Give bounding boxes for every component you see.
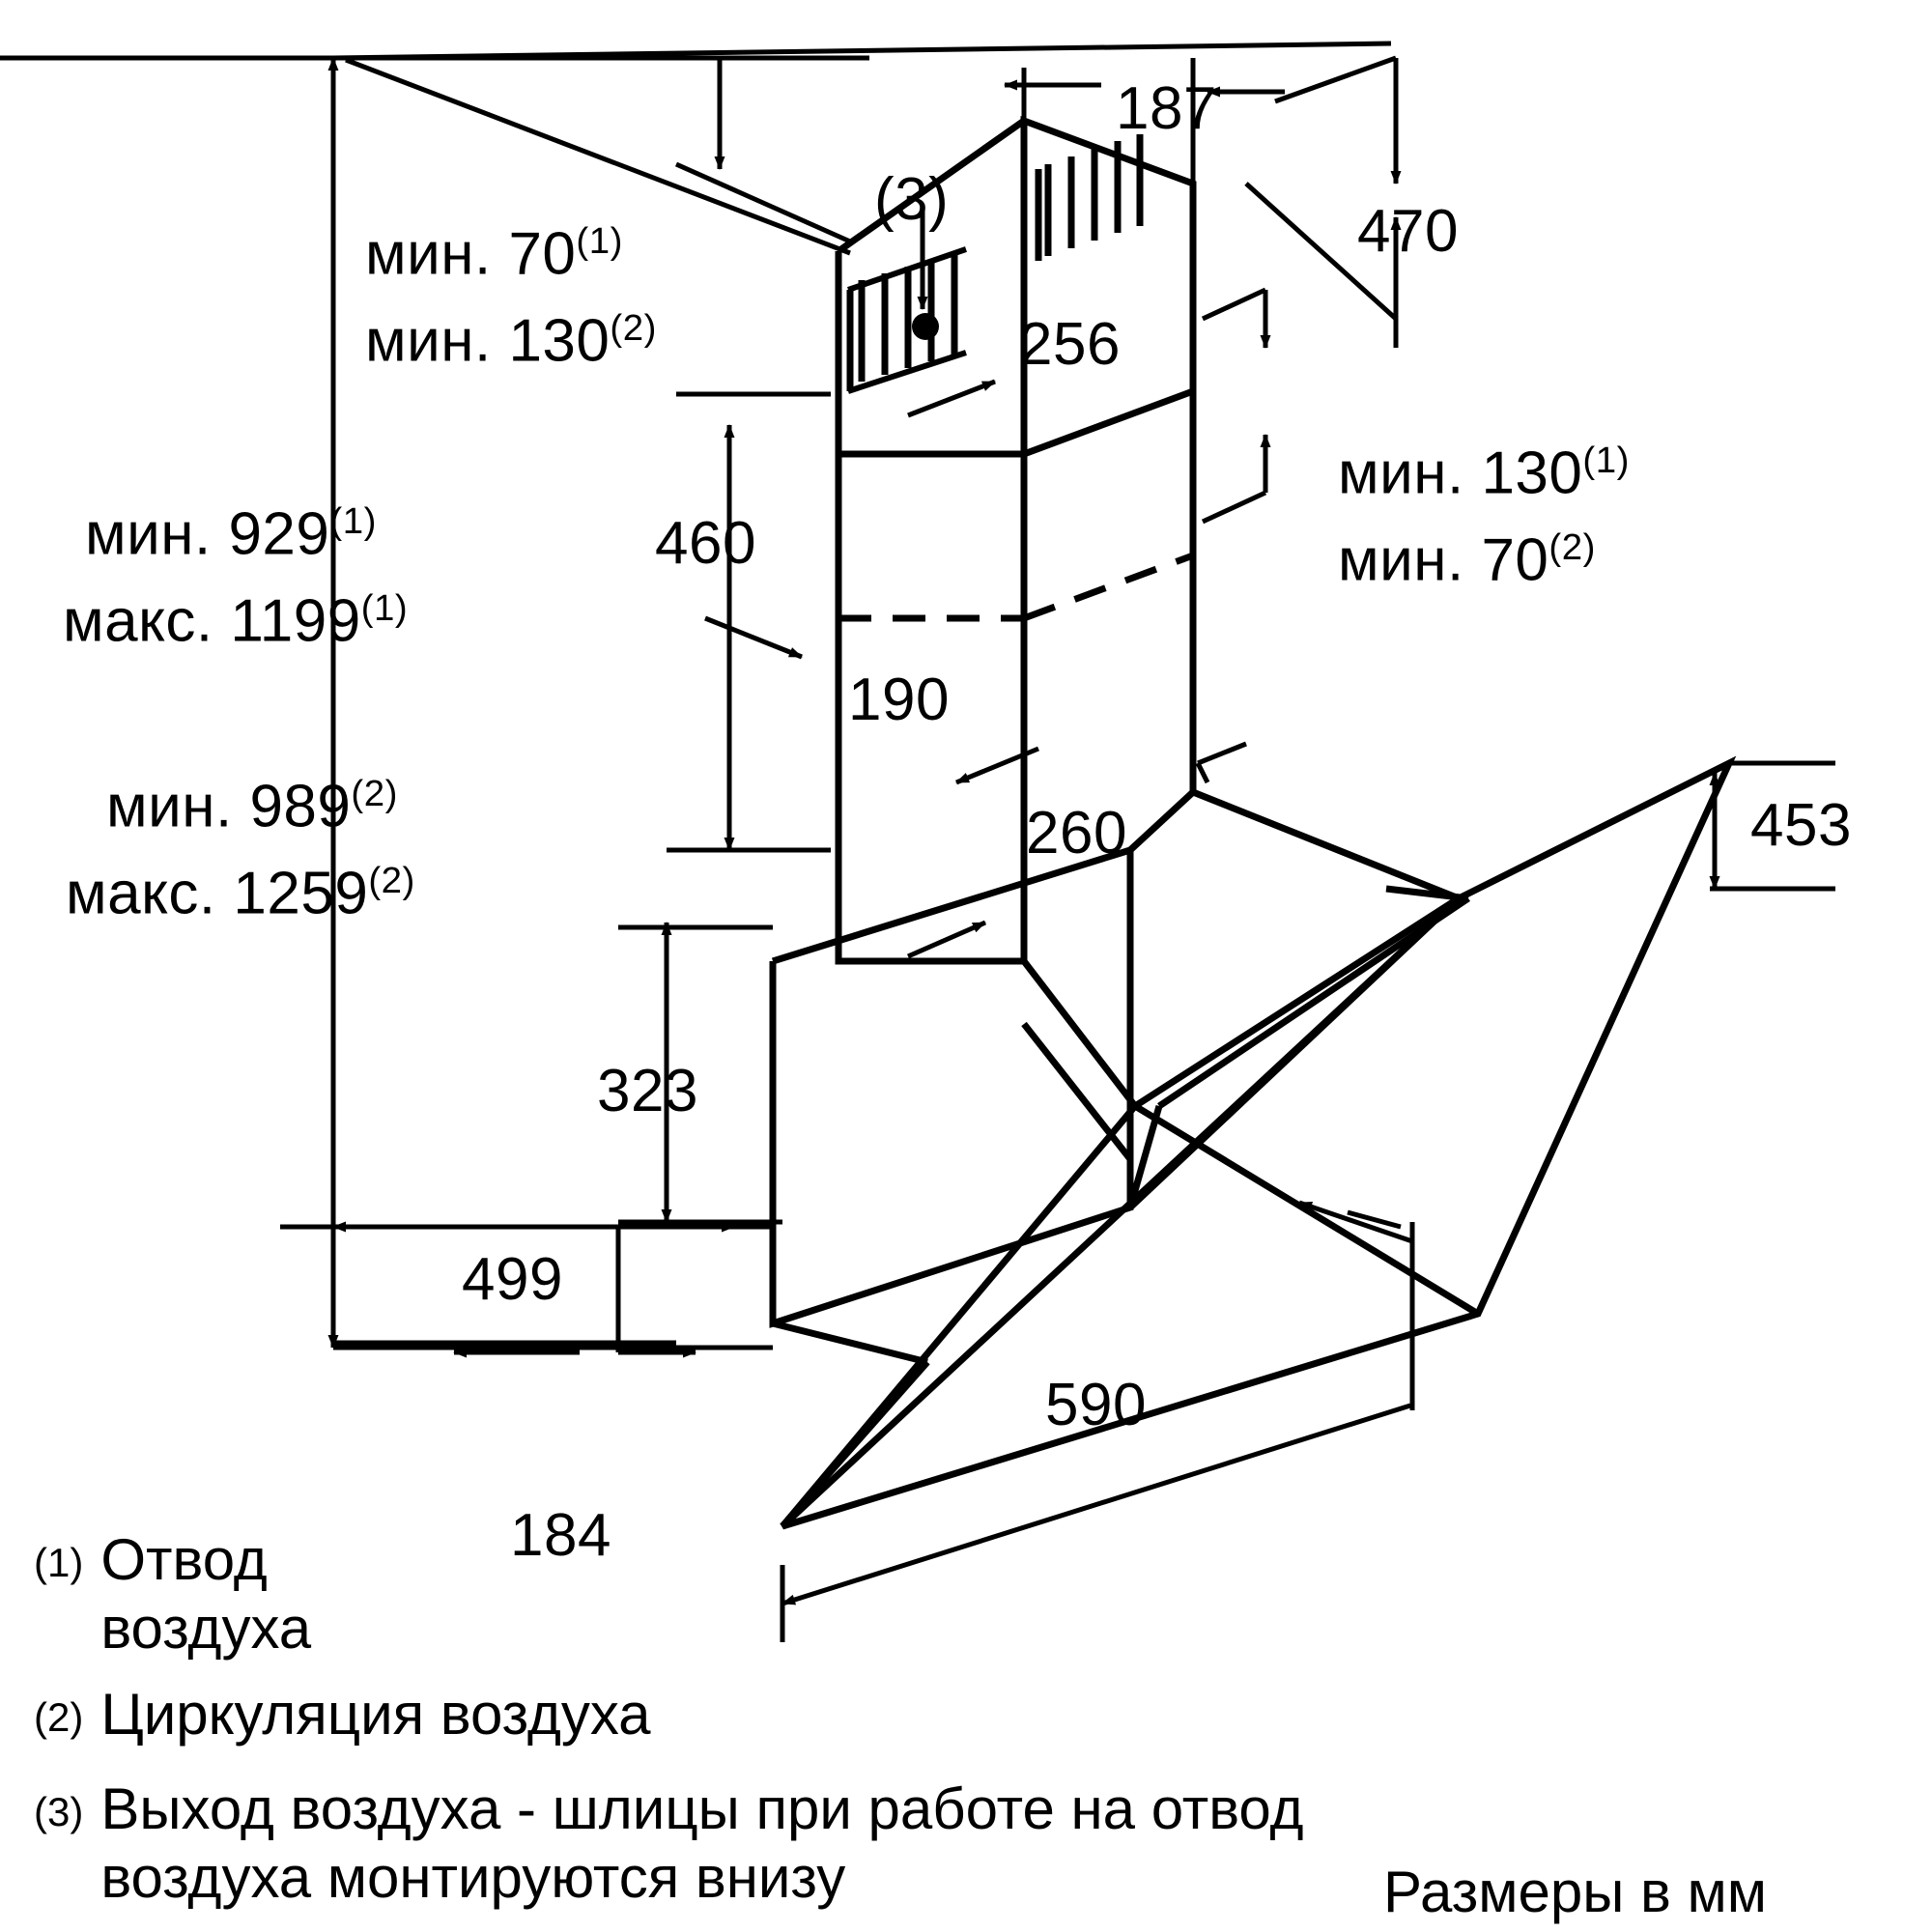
legend-text-3: Выход воздуха - шлицы при работе на отвод воздуха монтируются внизу bbox=[100, 1776, 1304, 1910]
dimension-190: 190 bbox=[848, 667, 950, 733]
dimension-499: 499 bbox=[462, 1246, 563, 1313]
legend-item-2 bbox=[34, 1681, 651, 1749]
air-outlet-grille-left bbox=[848, 249, 966, 391]
dimension-260: 260 bbox=[1026, 800, 1127, 867]
callout-3-marker: (3) bbox=[874, 166, 950, 233]
legend-item-1 bbox=[34, 1526, 311, 1663]
legend-mark-2: (2) bbox=[34, 1694, 84, 1740]
air-outlet-grille-right bbox=[1038, 134, 1140, 261]
legend-mark-3: (3) bbox=[34, 1789, 84, 1834]
dimension-187: 187 bbox=[1116, 75, 1217, 142]
legend-item-3 bbox=[34, 1776, 1304, 1913]
dimension-min-70-1: мин. 70$^{(1)}$ bbox=[365, 220, 623, 288]
dimension-min-989-2: мин. 989$^{(2)}$ bbox=[106, 773, 398, 840]
dimension-590: 590 bbox=[1045, 1372, 1147, 1438]
dimension-470: 470 bbox=[1357, 198, 1459, 265]
dimension-323: 323 bbox=[597, 1058, 698, 1124]
dimension-256: 256 bbox=[1019, 311, 1121, 378]
dimension-min-70-2: мин. 70$^{(2)}$ bbox=[1338, 526, 1596, 594]
dimension-min-929-1: мин. 929$^{(1)}$ bbox=[85, 500, 377, 568]
grille-center-dot bbox=[912, 313, 939, 340]
dimension-max-1199-1: макс. 1199$^{(1)}$ bbox=[63, 587, 409, 655]
dimension-min-130-1: мин. 130$^{(1)}$ bbox=[1338, 440, 1630, 507]
dimension-453: 453 bbox=[1750, 792, 1852, 859]
dimension-max-1259-2: макс. 1259$^{(2)}$ bbox=[66, 860, 415, 927]
legend-text-2: Циркуляция воздуха bbox=[100, 1682, 651, 1747]
dimension-460: 460 bbox=[655, 510, 756, 577]
dimension-184: 184 bbox=[510, 1502, 611, 1569]
legend-mark-1: (1) bbox=[34, 1540, 84, 1585]
units-note: Размеры в мм bbox=[1383, 1860, 1768, 1924]
legend-text-1: Отвод воздуха bbox=[100, 1527, 312, 1661]
dimension-min-130-2: мин. 130$^{(2)}$ bbox=[365, 307, 657, 375]
